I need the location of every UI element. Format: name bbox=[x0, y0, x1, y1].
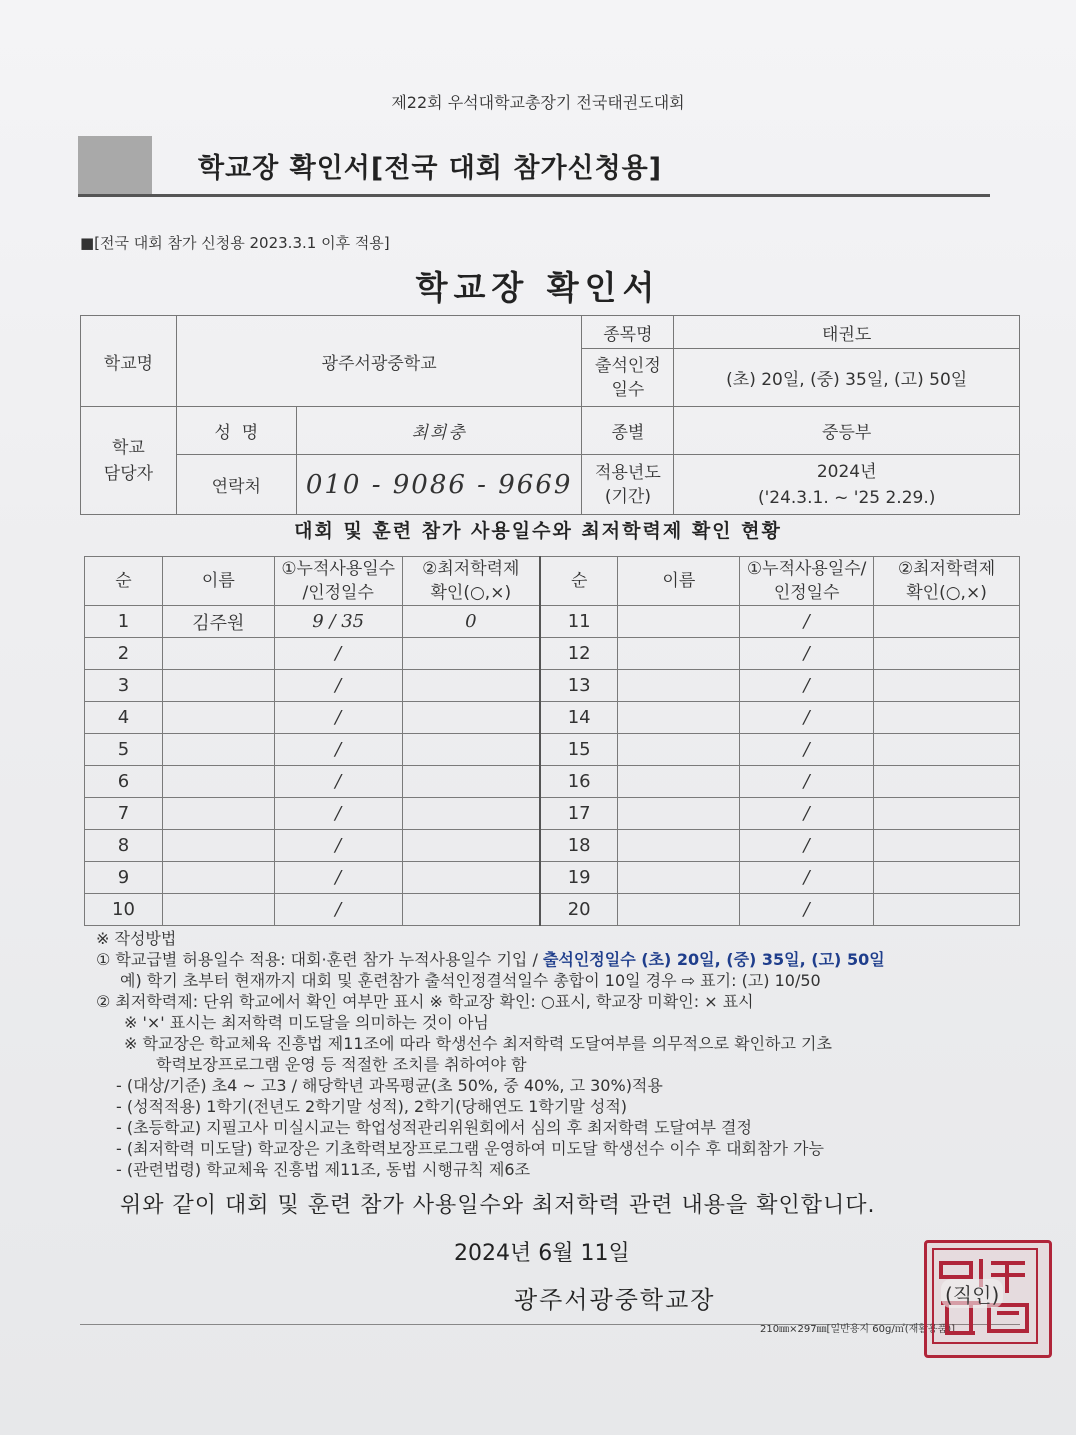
cell-no: 19 bbox=[540, 862, 618, 894]
note-detail-1: - (대상/기준) 초4 ~ 고3 / 해당학년 과목평균(초 50%, 중 40%, 고 30%)적용 bbox=[116, 1076, 663, 1095]
confirm-statement: 위와 같이 대회 및 훈련 참가 사용일수와 최저학력 관련 내용을 확인합니다. bbox=[120, 1193, 876, 1218]
cell-no: 10 bbox=[85, 894, 163, 926]
note-detail-3: - (초등학교) 지필고사 미실시교는 학업성적관리위원회에서 심의 후 최저학력 도달여부 결정 bbox=[116, 1118, 752, 1137]
cell-check bbox=[874, 862, 1020, 894]
header-band bbox=[78, 136, 990, 197]
col-name-right: 이름 bbox=[618, 557, 740, 606]
cell-no: 13 bbox=[540, 670, 618, 702]
cell-check bbox=[874, 830, 1020, 862]
year-label: 적용년도 (기간) bbox=[582, 455, 674, 515]
division-label: 종별 bbox=[582, 407, 674, 455]
cell-check bbox=[402, 862, 540, 894]
cell-name bbox=[618, 606, 740, 638]
cell-name bbox=[618, 798, 740, 830]
col-no-left: 순 bbox=[85, 557, 163, 606]
cell-days: / bbox=[274, 638, 402, 670]
header-gray-block bbox=[78, 136, 152, 194]
cell-name bbox=[162, 734, 274, 766]
cell-name bbox=[162, 798, 274, 830]
cell-check bbox=[874, 702, 1020, 734]
cell-name bbox=[618, 894, 740, 926]
cell-name bbox=[618, 766, 740, 798]
note-2-a: ※ '×' 표시는 최저학력 미도달을 의미하는 것이 아님 bbox=[124, 1013, 489, 1032]
cell-check bbox=[402, 830, 540, 862]
cell-name bbox=[162, 702, 274, 734]
table-row bbox=[85, 862, 1020, 894]
cell-days: 9 / 35 bbox=[274, 606, 402, 638]
note-1-example: 예) 학기 초부터 현재까지 대회 및 훈련참가 출석인정결석일수 총합이 10일 경우 ⇨ 표기: (고) 10/50 bbox=[120, 971, 821, 990]
cell-no: 7 bbox=[85, 798, 163, 830]
col-check-left: ②최저학력제 확인(○,×) bbox=[402, 557, 540, 606]
notes-heading: ※ 작성방법 bbox=[96, 929, 177, 948]
note-detail-5: - (관련법령) 학교체육 진흥법 제11조, 동법 시행규칙 제6조 bbox=[116, 1160, 531, 1179]
table-row bbox=[85, 638, 1020, 670]
cell-name bbox=[162, 766, 274, 798]
table-row bbox=[85, 606, 1020, 638]
cell-check bbox=[402, 798, 540, 830]
cell-days: / bbox=[274, 702, 402, 734]
cell-no: 4 bbox=[85, 702, 163, 734]
table-row bbox=[85, 894, 1020, 926]
table-row bbox=[85, 766, 1020, 798]
status-title: 대회 및 훈련 참가 사용일수와 최저학력제 확인 현황 bbox=[294, 520, 782, 542]
school-label: 학교명 bbox=[81, 316, 177, 407]
contact-value-handwritten: 010 - 9086 - 9669 bbox=[296, 455, 582, 515]
seal-label: (직인) bbox=[941, 1279, 1003, 1308]
cell-no: 5 bbox=[85, 734, 163, 766]
cell-name bbox=[162, 638, 274, 670]
main-title: 학교장 확인서 bbox=[415, 268, 661, 307]
cell-name bbox=[162, 862, 274, 894]
issue-date: 2024년 6월 11일 bbox=[454, 1241, 630, 1266]
cell-no: 6 bbox=[85, 766, 163, 798]
principal-name: 광주서광중학교장 bbox=[514, 1286, 716, 1314]
roster-table bbox=[84, 556, 1020, 926]
cell-no: 14 bbox=[540, 702, 618, 734]
cell-no: 3 bbox=[85, 670, 163, 702]
cell-days: / bbox=[740, 702, 874, 734]
table-row bbox=[85, 702, 1020, 734]
cell-days: / bbox=[740, 638, 874, 670]
cell-name bbox=[618, 638, 740, 670]
cell-days: / bbox=[274, 830, 402, 862]
cell-days: / bbox=[740, 798, 874, 830]
note-2-b: ※ 학교장은 학교체육 진흥법 제11조에 따라 학생선수 최저학력 도달여부를 의무적으로 확인하고 기초 bbox=[124, 1034, 832, 1053]
year-value: 2024년 bbox=[816, 461, 877, 482]
cell-check bbox=[402, 734, 540, 766]
note-1-highlight: 출석인정일수 (초) 20일, (중) 35일, (고) 50일 bbox=[542, 950, 885, 969]
apply-note: ■[전국 대회 참가 신청용 2023.3.1 이후 적용] bbox=[80, 234, 390, 252]
sport-value: 태권도 bbox=[674, 316, 1020, 349]
note-1 bbox=[96, 949, 1036, 970]
period-value: ('24.3.1. ~ '25 2.29.) bbox=[757, 487, 936, 508]
note-2-c: 학력보장프로그램 운영 등 적절한 조치를 취하여야 함 bbox=[156, 1055, 527, 1074]
cell-name bbox=[618, 670, 740, 702]
col-days-left: ①누적사용일수 /인정일수 bbox=[274, 557, 402, 606]
writing-instructions bbox=[96, 928, 1036, 1180]
cell-check bbox=[402, 766, 540, 798]
name-label: 성 명 bbox=[176, 407, 296, 455]
cell-days: / bbox=[740, 734, 874, 766]
cell-days: / bbox=[274, 670, 402, 702]
cell-check bbox=[874, 894, 1020, 926]
table-row bbox=[85, 670, 1020, 702]
cell-check bbox=[874, 606, 1020, 638]
cell-days: / bbox=[740, 894, 874, 926]
cell-check bbox=[874, 734, 1020, 766]
cell-check bbox=[402, 638, 540, 670]
note-detail-4: - (최저학력 미도달) 학교장은 기초학력보장프로그램 운영하여 미도달 학생선수 이수 후 대회참가 가능 bbox=[116, 1139, 824, 1158]
manager-label: 학교 담당자 bbox=[81, 407, 177, 515]
school-info-table bbox=[80, 315, 1020, 515]
cell-no: 17 bbox=[540, 798, 618, 830]
col-no-right: 순 bbox=[540, 557, 618, 606]
cell-check: 0 bbox=[402, 606, 540, 638]
col-days-right: ①누적사용일수/ 인정일수 bbox=[740, 557, 874, 606]
cell-check bbox=[402, 670, 540, 702]
cell-days: / bbox=[740, 670, 874, 702]
cell-check bbox=[874, 670, 1020, 702]
cell-no: 1 bbox=[85, 606, 163, 638]
paper-spec: 210㎜×297㎜[일반용지 60g/㎡(재활용품)] bbox=[760, 1324, 956, 1335]
cell-check bbox=[874, 798, 1020, 830]
year-cell bbox=[674, 455, 1020, 515]
cell-days: / bbox=[274, 766, 402, 798]
cell-days: / bbox=[740, 606, 874, 638]
cell-check bbox=[402, 894, 540, 926]
event-title: 제22회 우석대학교총장기 전국태권도대회 bbox=[391, 93, 685, 112]
cell-name bbox=[618, 734, 740, 766]
official-seal bbox=[924, 1240, 1052, 1358]
table-row bbox=[85, 798, 1020, 830]
cell-days: / bbox=[274, 798, 402, 830]
cell-name bbox=[618, 862, 740, 894]
cell-days: / bbox=[740, 766, 874, 798]
col-name-left: 이름 bbox=[162, 557, 274, 606]
cell-name: 김주원 bbox=[162, 606, 274, 638]
cell-name bbox=[162, 894, 274, 926]
cell-days: / bbox=[274, 862, 402, 894]
table-row bbox=[85, 734, 1020, 766]
cell-check bbox=[874, 766, 1020, 798]
note-1-text: ① 학교급별 허용일수 적용: 대회·훈련 참가 누적사용일수 기입 / bbox=[96, 950, 543, 969]
school-value: 광주서광중학교 bbox=[176, 316, 582, 407]
cell-no: 9 bbox=[85, 862, 163, 894]
cell-name bbox=[618, 702, 740, 734]
cell-days: / bbox=[740, 830, 874, 862]
sport-label: 종목명 bbox=[582, 316, 674, 349]
attendance-label: 출석인정 일수 bbox=[582, 349, 674, 407]
cell-name bbox=[162, 670, 274, 702]
cell-no: 20 bbox=[540, 894, 618, 926]
contact-label: 연락처 bbox=[176, 455, 296, 515]
cell-name bbox=[618, 830, 740, 862]
cell-no: 18 bbox=[540, 830, 618, 862]
cell-name bbox=[162, 830, 274, 862]
attendance-value: (초) 20일, (중) 35일, (고) 50일 bbox=[674, 349, 1020, 407]
cell-days: / bbox=[274, 894, 402, 926]
header-title: 학교장 확인서[전국 대회 참가신청용] bbox=[198, 153, 663, 184]
note-2: ② 최저학력제: 단위 학교에서 확인 여부만 표시 ※ 학교장 확인: ○표시, 학교장 미확인: × 표시 bbox=[96, 992, 754, 1011]
cell-no: 15 bbox=[540, 734, 618, 766]
cell-days: / bbox=[274, 734, 402, 766]
cell-no: 12 bbox=[540, 638, 618, 670]
table-row bbox=[85, 830, 1020, 862]
cell-no: 8 bbox=[85, 830, 163, 862]
cell-no: 11 bbox=[540, 606, 618, 638]
cell-no: 2 bbox=[85, 638, 163, 670]
col-check-right: ②최저학력제 확인(○,×) bbox=[874, 557, 1020, 606]
division-value: 중등부 bbox=[674, 407, 1020, 455]
cell-days: / bbox=[740, 862, 874, 894]
cell-no: 16 bbox=[540, 766, 618, 798]
name-value-handwritten: 최희충 bbox=[296, 407, 582, 455]
cell-check bbox=[402, 702, 540, 734]
note-detail-2: - (성적적용) 1학기(전년도 2학기말 성적), 2학기(당해연도 1학기말 성적) bbox=[116, 1097, 628, 1116]
cell-check bbox=[874, 638, 1020, 670]
